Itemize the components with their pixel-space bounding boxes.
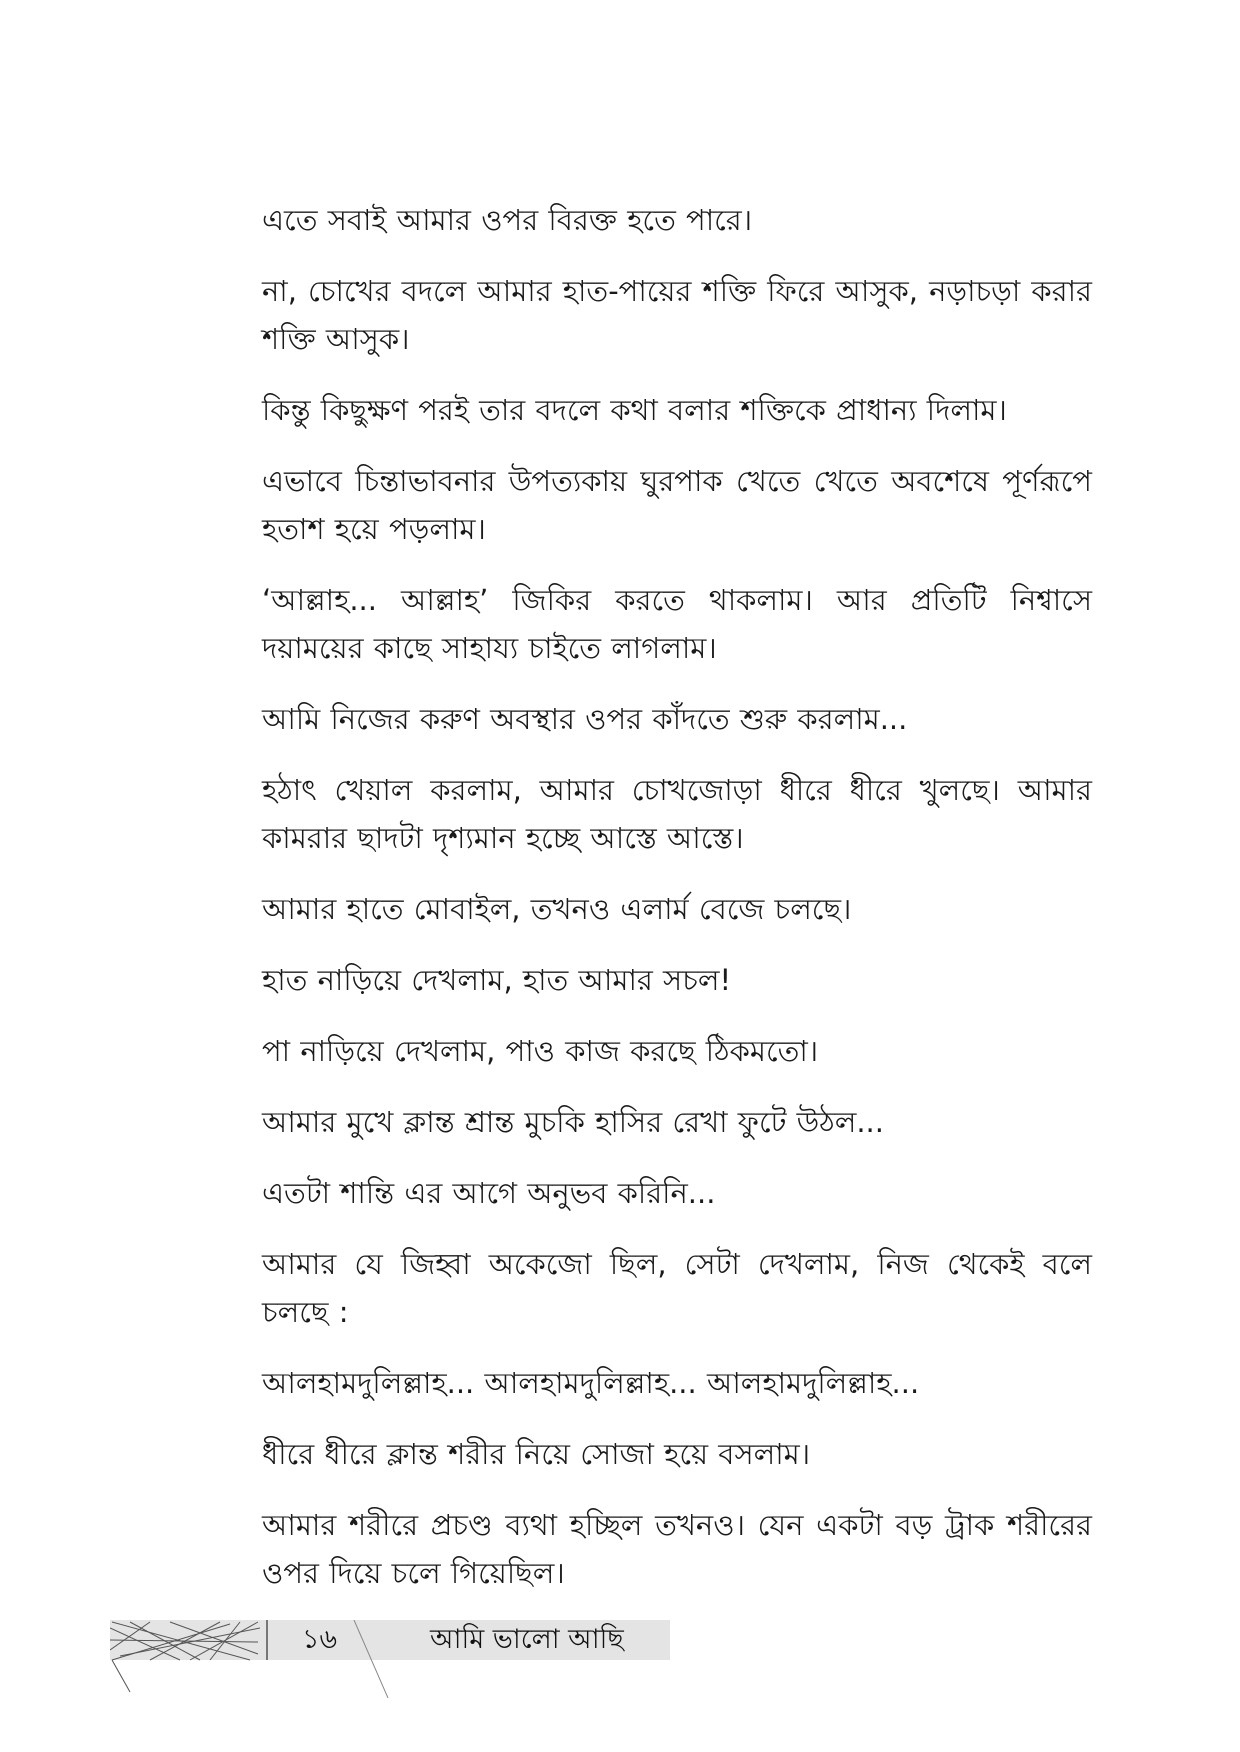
footer-slash-icon — [346, 1620, 406, 1698]
paragraph: ধীরে ধীরে ক্লান্ত শরীর নিয়ে সোজা হয়ে বসলাম। — [262, 1437, 811, 1471]
book-title: আমি ভালো আছি — [430, 1624, 624, 1655]
paragraph: ‘আল্লাহ... আল্লাহ’ জিকির করতে থাকলাম। আর প্রতিটি নিশ্বাসে দয়াময়ের কাছে সাহায্য চাইতে লাগলাম। — [262, 583, 1092, 665]
page-footer — [110, 1620, 670, 1698]
paragraph: পা নাড়িয়ে দেখলাম, পাও কাজ করছে ঠিকমতো। — [262, 1034, 819, 1068]
paragraph: কিন্তু কিছুক্ষণ পরই তার বদলে কথা বলার শক্তিকে প্রাধান্য দিলাম। — [262, 393, 1007, 427]
paragraph: আমার মুখে ক্লান্ত শ্রান্ত মুচকি হাসির রেখা ফুটে উঠল... — [262, 1105, 884, 1139]
paragraph: এতটা শান্তি এর আগে অনুভব করিনি... — [262, 1176, 716, 1210]
footer-decoration-icon — [110, 1620, 260, 1698]
page-number: ১৬ — [302, 1624, 338, 1655]
paragraph: আমার শরীরে প্রচণ্ড ব্যথা হচ্ছিল তখনও। যেন একটা বড় ট্রাক শরীরের ওপর দিয়ে চলে গিয়েছিল। — [262, 1508, 1092, 1590]
footer-separator — [266, 1620, 268, 1660]
paragraph: আলহামদুলিল্লাহ... আলহামদুলিল্লাহ... আলহামদুলিল্লাহ... — [262, 1366, 920, 1400]
paragraph: না, চোখের বদলে আমার হাত-পায়ের শক্তি ফিরে আসুক, নড়াচড়া করার শক্তি আসুক। — [262, 274, 1092, 356]
paragraph: হঠাৎ খেয়াল করলাম, আমার চোখজোড়া ধীরে ধীরে খুলছে। আমার কামরার ছাদটা দৃশ্যমান হচ্ছে আস্তে আস্তে। — [262, 773, 1092, 855]
paragraph: হাত নাড়িয়ে দেখলাম, হাত আমার সচল! — [262, 963, 732, 997]
paragraph: আমার হাতে মোবাইল, তখনও এলার্ম বেজে চলছে। — [262, 892, 852, 926]
paragraph: এভাবে চিন্তাভাবনার উপত্যকায় ঘুরপাক খেতে খেতে অবশেষে পূর্ণরূপে হতাশ হয়ে পড়লাম। — [262, 464, 1092, 546]
paragraph: আমার যে জিহ্বা অকেজো ছিল, সেটা দেখলাম, নিজ থেকেই বলে চলছে : — [262, 1247, 1092, 1329]
paragraph: আমি নিজের করুণ অবস্থার ওপর কাঁদতে শুরু করলাম... — [262, 702, 908, 736]
paragraph: এতে সবাই আমার ওপর বিরক্ত হতে পারে। — [262, 203, 753, 237]
page-body — [262, 196, 1092, 1620]
